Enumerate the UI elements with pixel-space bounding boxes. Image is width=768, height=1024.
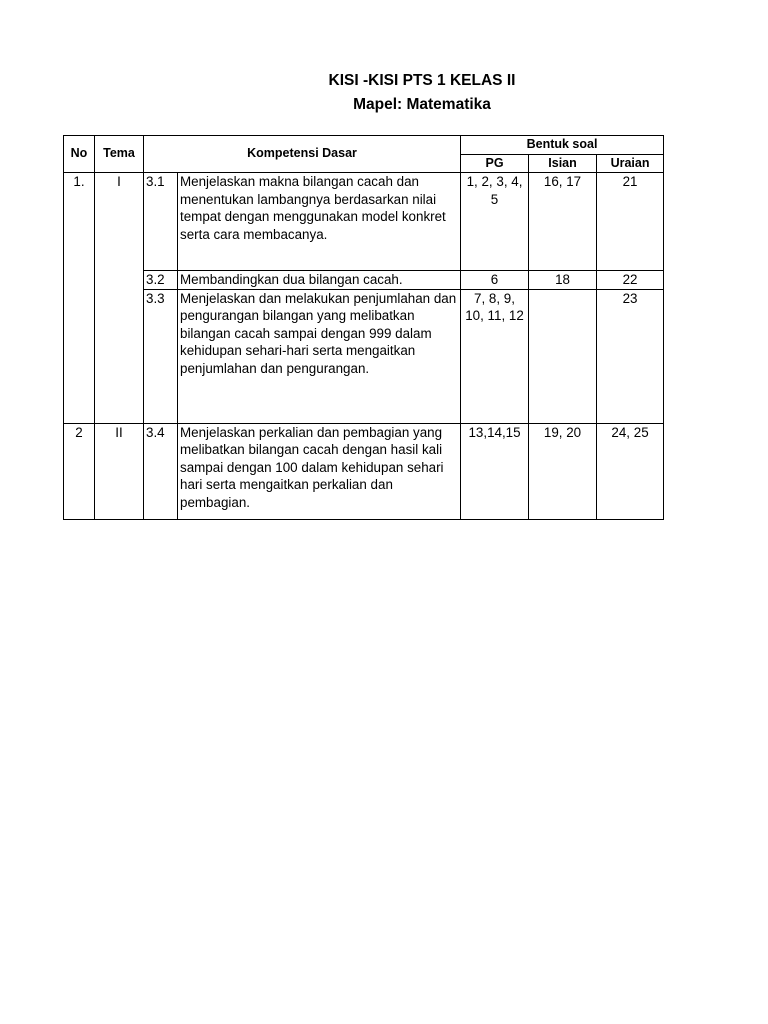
table-header-row	[64, 136, 664, 155]
header-bentuk-soal: Bentuk soal	[461, 136, 664, 155]
cell-tema: II	[95, 423, 144, 519]
document-title: KISI -KISI PTS 1 KELAS II	[328, 72, 516, 89]
table-row	[64, 423, 664, 519]
cell-kd-text: Menjelaskan makna bilangan cacah dan menentukan lambangnya berdasarkan nilai tempat dengan menggunakan model konkret serta cara membacanya.	[178, 173, 461, 271]
header-pg: PG	[461, 154, 529, 173]
cell-uraian: 22	[597, 271, 664, 290]
cell-uraian: 24, 25	[597, 423, 664, 519]
cell-kd-number: 3.2	[144, 271, 178, 290]
header-no: No	[64, 136, 95, 173]
cell-kd-text: Menjelaskan dan melakukan penjumlahan dan pengurangan bilangan yang melibatkan bilangan cacah sampai dengan 999 dalam kehidupan sehari-hari serta mengaitkan penjumlahan dan pengurangan.	[178, 289, 461, 423]
cell-isian: 19, 20	[529, 423, 597, 519]
document-subtitle: Mapel: Matematika	[353, 96, 491, 113]
cell-isian: 18	[529, 271, 597, 290]
cell-isian	[529, 289, 597, 423]
cell-pg: 6	[461, 271, 529, 290]
table-row	[64, 173, 664, 271]
cell-tema: I	[95, 173, 144, 424]
cell-kd-number: 3.3	[144, 289, 178, 423]
cell-uraian: 23	[597, 289, 664, 423]
cell-pg: 7, 8, 9, 10, 11, 12	[461, 289, 529, 423]
table-row	[64, 271, 664, 290]
cell-kd-text: Menjelaskan perkalian dan pembagian yang melibatkan bilangan cacah dengan hasil kali sampai dengan 100 dalam kehidupan sehari hari serta mengaitkan perkalian dan pembagian.	[178, 423, 461, 519]
kisi-table	[63, 135, 664, 520]
cell-no: 2	[64, 423, 95, 519]
header-uraian: Uraian	[597, 154, 664, 173]
cell-no: 1.	[64, 173, 95, 424]
cell-kd-number: 3.4	[144, 423, 178, 519]
cell-kd-number: 3.1	[144, 173, 178, 271]
table-row	[64, 289, 664, 423]
header-kompetensi-dasar: Kompetensi Dasar	[144, 136, 461, 173]
cell-isian: 16, 17	[529, 173, 597, 271]
header-tema: Tema	[95, 136, 144, 173]
cell-pg: 1, 2, 3, 4, 5	[461, 173, 529, 271]
cell-uraian: 21	[597, 173, 664, 271]
cell-kd-text: Membandingkan dua bilangan cacah.	[178, 271, 461, 290]
header-isian: Isian	[529, 154, 597, 173]
cell-pg: 13,14,15	[461, 423, 529, 519]
